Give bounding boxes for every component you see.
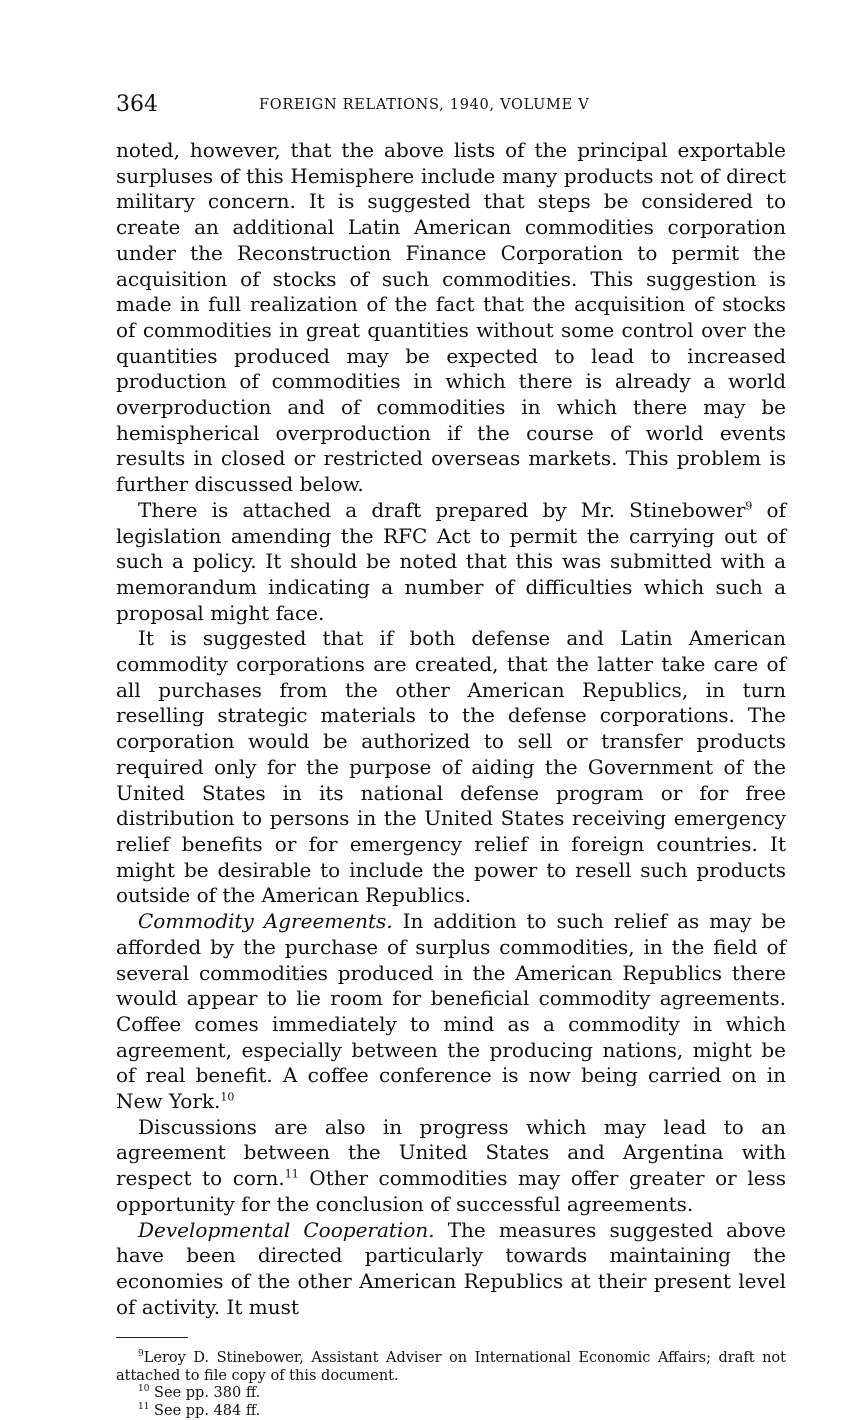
- footnote-text: Leroy D. Stinebower, Assistant Adviser on International Economic Affairs; draft not attached to file copy of this document.: [116, 1350, 786, 1384]
- footnote-11: [116, 1403, 786, 1420]
- paragraph-discussions: [116, 1115, 786, 1218]
- paragraph-commodity-corporations: [116, 626, 786, 909]
- footnote-ref-11: 11: [284, 1167, 299, 1181]
- footnote-text: See pp. 484 ff.: [149, 1402, 261, 1419]
- paragraph-draft-legislation: [116, 498, 786, 627]
- running-head: FOREIGN RELATIONS, 1940, VOLUME V: [259, 97, 590, 113]
- document-page: [116, 92, 786, 1420]
- paragraph-text: In addition to such relief as may be afforded by the purchase of surplus commodities, in the field of several commodities produced in the American Republics there would appear to lie room for beneficial commodity agreements. Coffee comes immediately to mind as a commodity in which agreement, especially between the producing nations, might be of real benefit. A coffee conference is now being carried on in New York.: [116, 909, 787, 1114]
- paragraph-text: noted, however, that the above lists of the principal exportable surpluses of this Hemisphere include many products not of direct military concern. It is suggested that steps be considered to create an additional Latin American commodities corporation under the Reconstruction Finance Corporation to permit the acquisition of stocks of such commodities. This suggestion is made in full realization of the fact that the acquisition of stocks of commodities in great quantities without some control over the quantities produced may be expected to lead to increased production of commodities in which there is already a world overproduction and of commodities in which there may be hemispherical overproduction if the course of world events results in closed or restricted overseas markets. This problem is further discussed below.: [116, 138, 786, 497]
- section-heading-developmental-cooperation: Developmental Cooperation.: [138, 1217, 435, 1242]
- paragraph-commodity-agreements: [116, 909, 786, 1115]
- paragraph-continued: [116, 138, 786, 498]
- body-text: [116, 138, 786, 1320]
- paragraph-text: It is suggested that if both defense and Latin American commodity corporations are created, that the latter take care of all purchases from the other American Republics, in turn reselling strategic materials to the defense corporations. The corporation would be authorized to sell or transfer products required only for the purpose of aiding the Government of the United States in its national defense program or for free distribution to persons in the United States receiving emergency relief benefits or for emergency relief in foreign countries. It might be desirable to include the power to resell such products outside of the American Republics.: [116, 626, 786, 908]
- page-header: [116, 92, 786, 124]
- footnote-divider: [116, 1337, 188, 1338]
- footnote-marker: 11: [138, 1401, 150, 1412]
- footnote-ref-10: 10: [220, 1090, 235, 1104]
- footnote-10: [116, 1385, 786, 1402]
- paragraph-text: The measures suggested above have been directed particularly towards maintaining the economies of the other American Republics at their present level of activity. It must: [116, 1217, 786, 1319]
- footnote-ref-9: 9: [745, 499, 753, 513]
- paragraph-developmental-cooperation: [116, 1218, 786, 1321]
- footnote-9: [116, 1350, 786, 1385]
- paragraph-text: Other commodities may offer greater or less opportunity for the conclusion of successful agreements.: [116, 1166, 786, 1216]
- page-number: 364: [116, 92, 158, 117]
- footnote-marker: 9: [138, 1349, 144, 1360]
- footnote-text: See pp. 380 ff.: [149, 1385, 261, 1402]
- paragraph-text: Discussions are also in progress which may lead to an agreement between the United States and Argentina with respect to corn.: [116, 1114, 786, 1191]
- section-heading-commodity-agreements: Commodity Agreements.: [138, 909, 393, 934]
- paragraph-text: of legislation amending the RFC Act to permit the carrying out of such a policy. It should be noted that this was submitted with a memorandum indicating a number of difficulties which such a proposal might face.: [116, 497, 786, 625]
- footnotes: [116, 1350, 786, 1420]
- paragraph-text: There is attached a draft prepared by Mr. Stinebower: [138, 497, 746, 522]
- footnote-marker: 10: [138, 1384, 150, 1395]
